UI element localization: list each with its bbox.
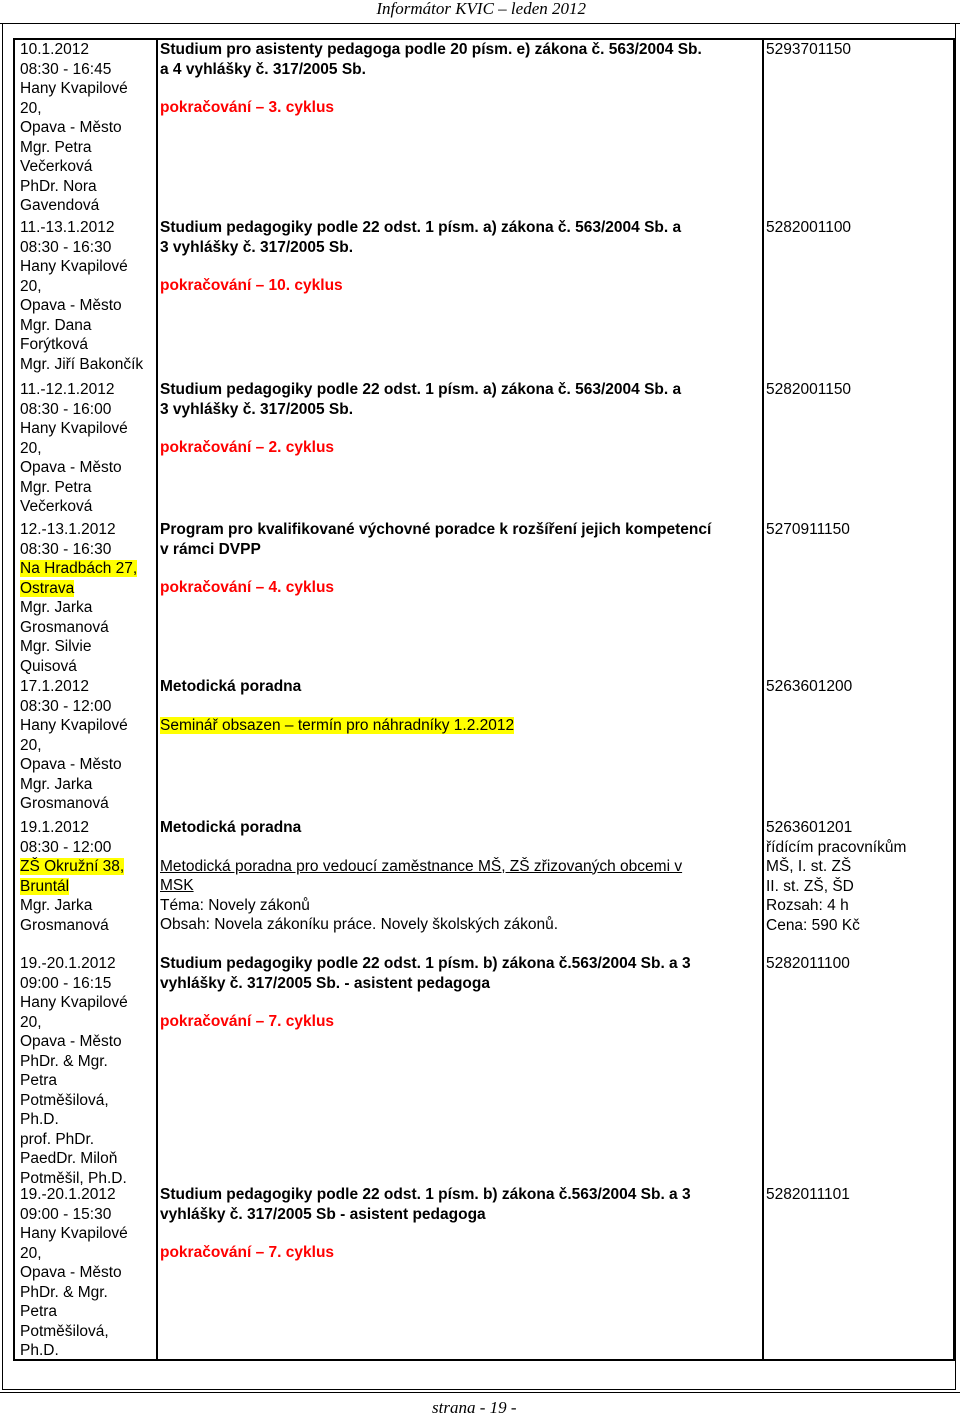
footer-rule [0, 1392, 960, 1393]
lecturer-line: Mgr. Jarka [20, 897, 93, 914]
course-code-cell [766, 40, 946, 60]
lecturer-line: Grosmanová [20, 618, 109, 636]
course-code-cell [766, 954, 946, 974]
date-location-line: 11.-12.1.2012 [20, 381, 115, 398]
date-location-line: Opava - Město [20, 459, 122, 476]
date-location-line: 08:30 - 16:00 [20, 400, 112, 418]
lecturer-line: Mgr. Jarka [20, 599, 93, 616]
date-location-line: Ph.D. [20, 1342, 59, 1359]
date-location-line: 10.1.2012 [20, 41, 89, 58]
date-location-line: 08:30 - 16:30 [20, 540, 112, 558]
highlighted-location-text: Ostrava [20, 579, 75, 597]
course-code-cell [766, 218, 946, 238]
course-title-line: v rámci DVPP [160, 540, 261, 558]
date-location-cell [20, 1185, 158, 1361]
date-location-line: 12.-13.1.2012 [20, 521, 116, 538]
course-subtitle-line [160, 876, 760, 896]
date-location-cell [20, 818, 158, 935]
course-code-cell [766, 520, 946, 540]
course-code-cell [766, 1185, 946, 1205]
date-location-cell [20, 520, 158, 676]
course-subtitle-text: MSK [160, 877, 194, 894]
highlighted-location-line [20, 579, 158, 599]
course-target-line: MŠ, I. st. ZŠ [766, 858, 852, 875]
date-location-line: Večerková [20, 498, 93, 515]
course-target-line: Cena: 590 Kč [766, 916, 860, 934]
date-location-line: Forýtková [20, 336, 89, 353]
date-location-line: 17.1.2012 [20, 678, 89, 695]
course-cell [160, 954, 760, 1032]
date-location-line: 19.-20.1.2012 [20, 1186, 116, 1203]
date-location-line: Ph.D. [20, 1111, 59, 1128]
date-location-line: 08:30 - 16:30 [20, 238, 112, 256]
highlighted-location-text: Na Hradbách 27, [20, 560, 138, 577]
document-header: Informátor KVIC – leden 2012 [376, 0, 586, 18]
course-cell [160, 520, 760, 598]
course-title-line: Studium pro asistenty pedagoga podle 20 písm. e) zákona č. 563/2004 Sb. [160, 41, 702, 58]
course-code-cell [766, 818, 946, 935]
date-location-line: Hany Kvapilové [20, 1225, 128, 1242]
date-location-line: Mgr. Petra [20, 478, 92, 496]
date-location-cell [20, 380, 158, 517]
course-title-line: 3 vyhlášky č. 317/2005 Sb. [160, 400, 354, 418]
date-location-line: Potměšilová, [20, 1322, 109, 1340]
date-location-line: Petra [20, 1303, 58, 1320]
course-title-line: Metodická poradna [160, 819, 302, 836]
date-location-line: Opava - Město [20, 297, 122, 314]
date-location-line: Potměšil, Ph.D. [20, 1169, 127, 1187]
date-location-line: Opava - Město [20, 756, 122, 773]
date-location-line: PhDr. & Mgr. [20, 1283, 108, 1301]
date-location-line: 08:30 - 16:45 [20, 60, 112, 78]
course-cell [160, 818, 760, 935]
continuation-note: pokračování – 4. cyklus [160, 579, 335, 596]
course-code: 5263601200 [766, 678, 853, 695]
date-location-line: Mgr. Jiří Bakončík [20, 355, 144, 373]
course-title-line: Studium pedagogiky podle 22 odst. 1 písm. b) zákona č.563/2004 Sb. a 3 [160, 1186, 691, 1203]
date-location-line: Gavendová [20, 197, 100, 214]
course-target-line: řídícím pracovníkům [766, 838, 907, 856]
course-title-line: Metodická poradna [160, 678, 302, 695]
date-location-line: PhDr. & Mgr. [20, 1052, 108, 1070]
course-detail-line: Obsah: Novela zákoníku práce. Novely školských zákonů. [160, 916, 559, 933]
date-location-line: 20, [20, 1244, 42, 1262]
continuation-note: pokračování – 7. cyklus [160, 1013, 335, 1030]
date-location-line: 19.-20.1.2012 [20, 955, 116, 972]
course-code: 5282011101 [766, 1186, 850, 1203]
date-location-line: Grosmanová [20, 795, 109, 812]
course-title-line: Studium pedagogiky podle 22 odst. 1 písm. a) zákona č. 563/2004 Sb. a [160, 219, 682, 236]
course-title-line: Program pro kvalifikované výchovné poradce k rozšíření jejich kompetencí [160, 521, 712, 538]
date-location-line: Mgr. Petra [20, 138, 92, 156]
date-location-line: PaedDr. Miloň [20, 1150, 118, 1167]
lecturer-line: Quisová [20, 657, 77, 675]
course-target-line: Rozsah: 4 h [766, 897, 849, 914]
notice-line [160, 716, 760, 736]
course-title-line: a 4 vyhlášky č. 317/2005 Sb. [160, 60, 366, 78]
course-cell [160, 677, 760, 735]
date-location-line: Hany Kvapilové [20, 717, 128, 734]
date-location-line: Hany Kvapilové [20, 994, 128, 1011]
continuation-note: pokračování – 3. cyklus [160, 99, 335, 116]
date-location-line: 19.1.2012 [20, 819, 89, 836]
date-location-line: Opava - Město [20, 1033, 122, 1050]
column-divider-2 [762, 40, 764, 1359]
date-location-line: Hany Kvapilové [20, 80, 128, 97]
course-code-cell [766, 677, 946, 697]
date-location-line: Mgr. Dana [20, 316, 92, 334]
date-location-line: 11.-13.1.2012 [20, 219, 115, 236]
date-location-line: 08:30 - 12:00 [20, 838, 112, 856]
course-title-line: vyhlášky č. 317/2005 Sb. - asistent pedagoga [160, 974, 490, 992]
course-table [13, 38, 955, 1361]
date-location-cell [20, 40, 158, 216]
date-location-line: PhDr. Nora [20, 177, 97, 195]
course-cell [160, 380, 760, 458]
course-detail-line: Téma: Novely zákonů [160, 896, 310, 914]
date-location-line: 09:00 - 16:15 [20, 974, 112, 992]
date-location-line: Potměšilová, [20, 1091, 109, 1109]
date-location-cell [20, 218, 158, 374]
course-code: 5282011100 [766, 955, 850, 972]
date-location-line: 20, [20, 736, 42, 754]
course-code: 5263601201 [766, 819, 853, 836]
course-title-line: 3 vyhlášky č. 317/2005 Sb. [160, 238, 354, 256]
course-cell [160, 1185, 760, 1263]
course-subtitle-text: Metodická poradna pro vedoucí zaměstnance MŠ, ZŠ zřizovaných obcemi v [160, 857, 683, 875]
page-number: strana - 19 - [432, 1398, 517, 1417]
course-title-line: Studium pedagogiky podle 22 odst. 1 písm. b) zákona č.563/2004 Sb. a 3 [160, 955, 691, 972]
course-subtitle-line [160, 857, 760, 877]
course-title-line: vyhlášky č. 317/2005 Sb - asistent pedagoga [160, 1205, 486, 1223]
continuation-note: pokračování – 10. cyklus [160, 277, 343, 294]
seminar-full-notice: Seminář obsazen – termín pro náhradníky 1.2.2012 [160, 716, 515, 734]
date-location-line: Opava - Město [20, 119, 122, 136]
highlighted-location-line [20, 559, 158, 579]
course-code: 5270911150 [766, 521, 850, 538]
course-title-line: Studium pedagogiky podle 22 odst. 1 písm. a) zákona č. 563/2004 Sb. a [160, 381, 682, 398]
date-location-line: 20, [20, 439, 42, 457]
date-location-line: 08:30 - 12:00 [20, 697, 112, 715]
highlighted-location-line [20, 857, 158, 877]
course-code-cell [766, 380, 946, 400]
course-cell [160, 40, 760, 118]
date-location-line: 20, [20, 1013, 42, 1031]
highlighted-location-text: ZŠ Okružní 38, [20, 858, 125, 875]
highlighted-location-text: Bruntál [20, 877, 70, 895]
highlighted-location-line [20, 877, 158, 897]
date-location-cell [20, 677, 158, 814]
date-location-line: 20, [20, 277, 42, 295]
date-location-line: Hany Kvapilové [20, 420, 128, 437]
date-location-line: prof. PhDr. [20, 1130, 95, 1148]
date-location-line: Mgr. Jarka [20, 775, 93, 793]
course-cell [160, 218, 760, 296]
date-location-line: Večerková [20, 158, 93, 175]
date-location-line: Hany Kvapilové [20, 258, 128, 275]
date-location-line: Petra [20, 1072, 58, 1089]
course-target-line: II. st. ZŠ, ŠD [766, 877, 854, 895]
date-location-line: Opava - Město [20, 1264, 122, 1281]
course-code: 5282001100 [766, 219, 852, 236]
lecturer-line: Mgr. Silvie [20, 638, 92, 655]
lecturer-line: Grosmanová [20, 916, 109, 934]
date-location-line: 09:00 - 15:30 [20, 1205, 112, 1223]
continuation-note: pokračování – 2. cyklus [160, 439, 335, 456]
course-code: 5293701150 [766, 41, 852, 58]
date-location-line: 20, [20, 99, 42, 117]
date-location-cell [20, 954, 158, 1188]
continuation-note: pokračování – 7. cyklus [160, 1244, 335, 1261]
course-code: 5282001150 [766, 381, 852, 398]
